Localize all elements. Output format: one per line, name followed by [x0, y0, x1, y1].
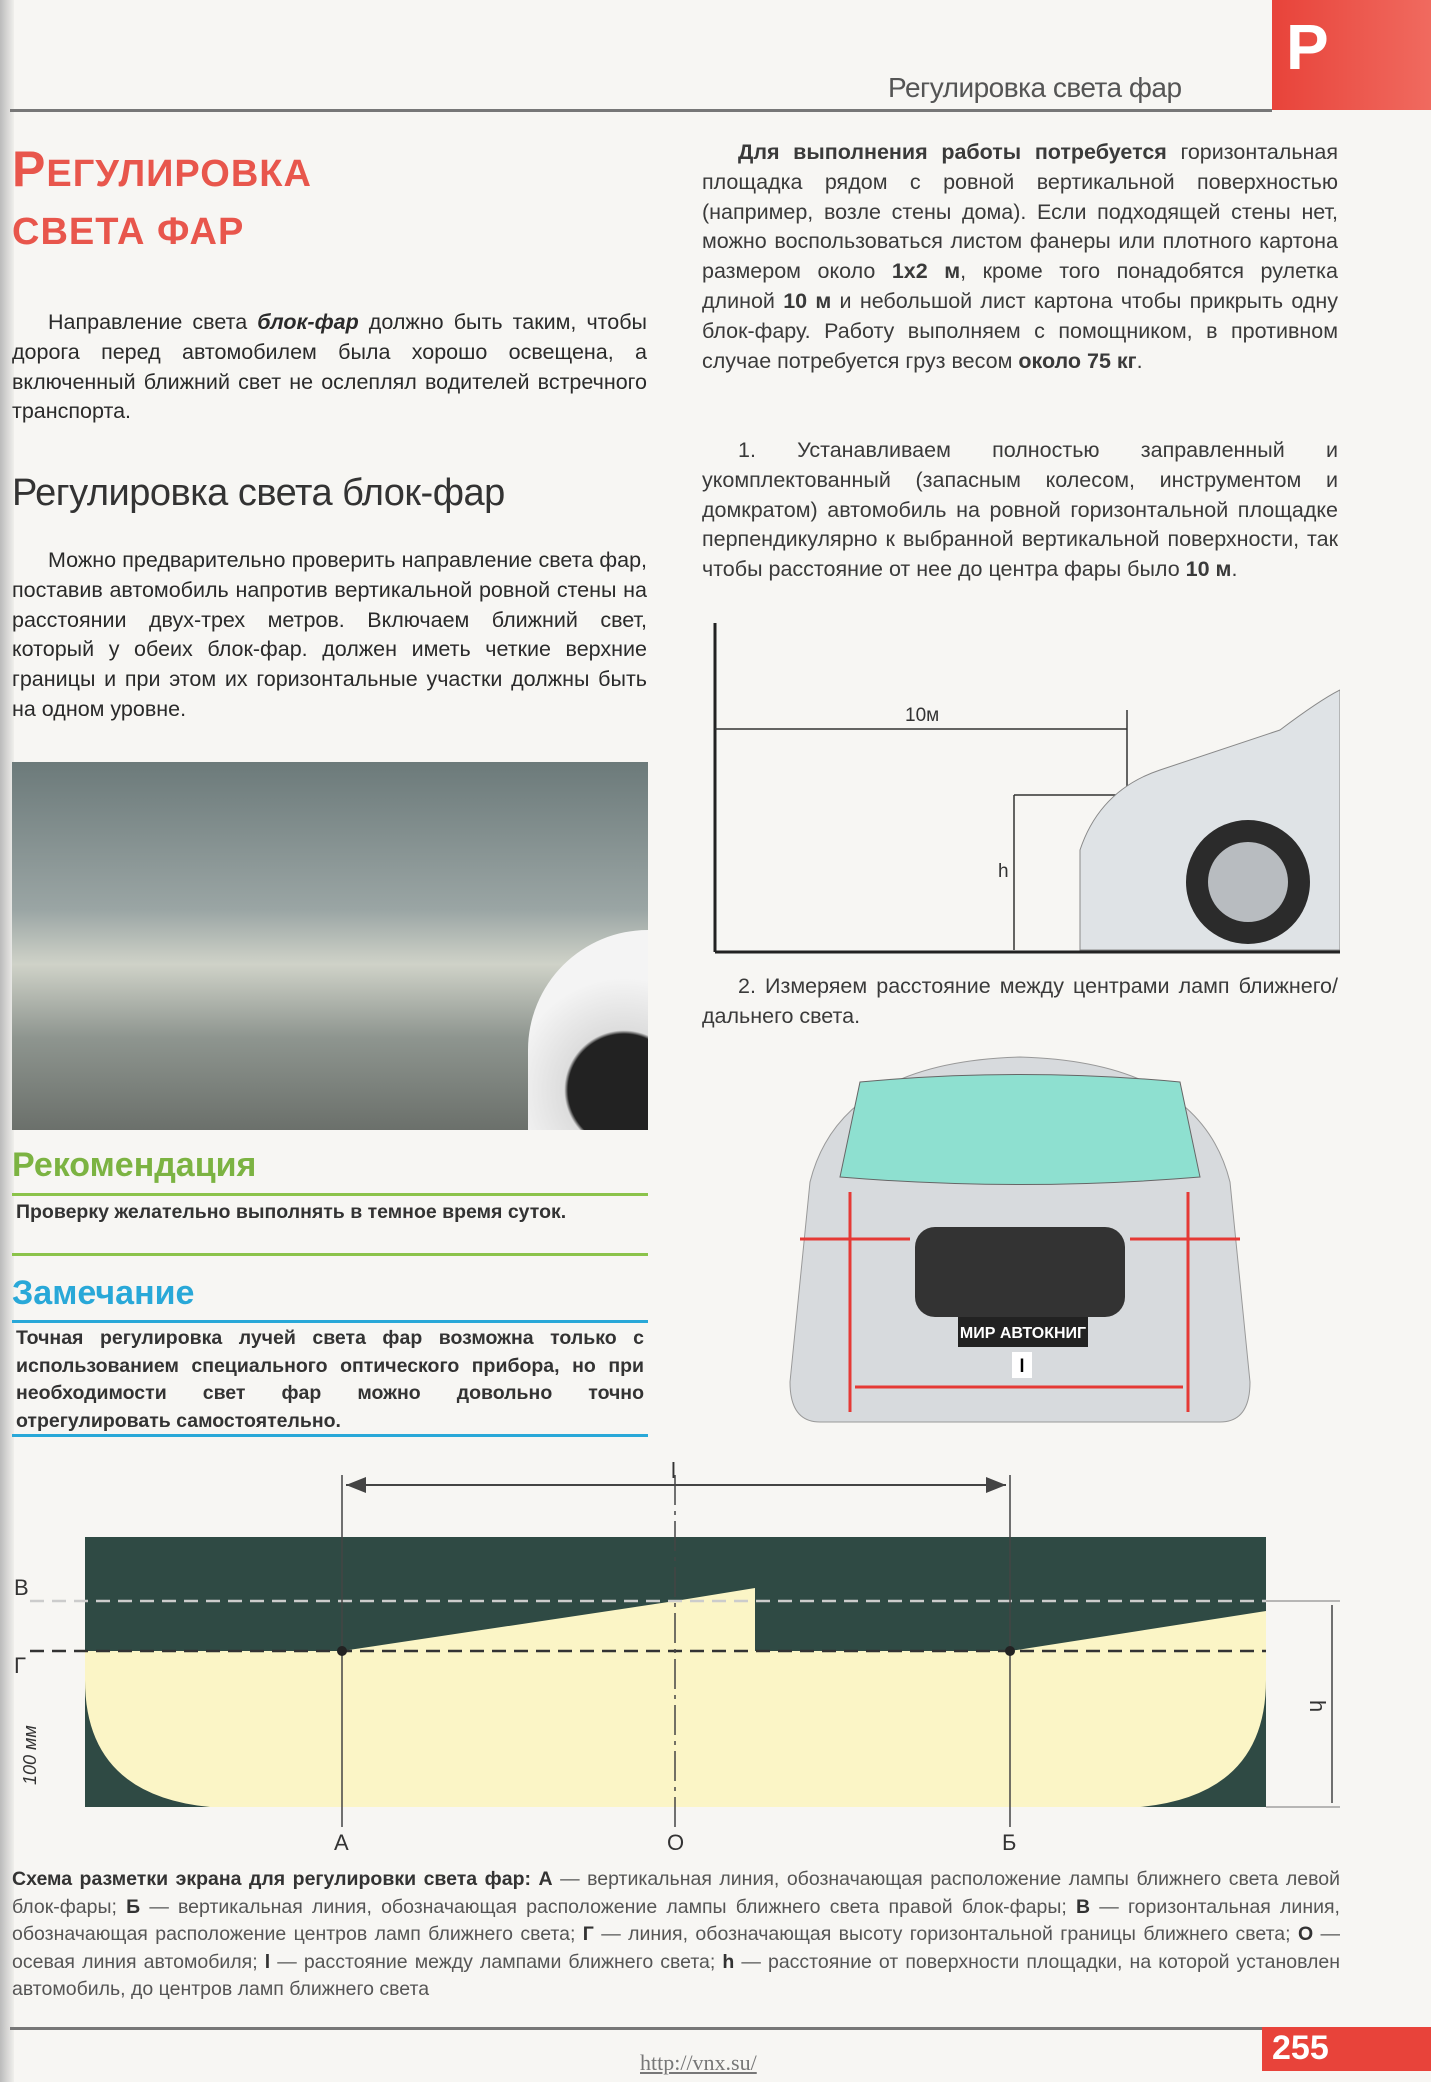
headlight-wall-photo	[12, 762, 648, 1130]
label-v: В	[14, 1575, 29, 1600]
label-h: h	[1305, 1700, 1330, 1713]
header-rule	[10, 109, 1272, 112]
section-paragraph: Можно предварительно проверить направление света фар, поставив автомобиль напротив вертикальной ровной стены на расстоянии двух-трех метров. Включаем ближний свет, который у обеих блок-фар. должен иметь четкие верхние границы и при этом их горизонтальные участки должны быть на одном уровне.	[12, 548, 647, 721]
label-b: Б	[1002, 1830, 1017, 1855]
front-l-label: l	[1019, 1356, 1025, 1376]
step-2-paragraph: 2. Измеряем расстояние между центрами ламп ближнего/дальнего света.	[702, 974, 1338, 1028]
recommendation-text: Проверку желательно выполнять в темное время суток.	[16, 1201, 567, 1223]
diagram-caption: Схема разметки экрана для регулировки света фар: А — вертикальная линия, обозначающая расположение лампы ближнего света левой блок-фары; Б — вертикальная линия, обозначающая расположение лампы ближнего света правой блок-фары; В — горизонтальная линия, обозначающая расположение центров ламп ближнего света; Г — линия, обозначающая высоту горизонтальной границы ближнего света; О — осевая линия автомобиля; l — расстояние между лампами ближнего света; h — расстояние от поверхности площадки, на которой установлен автомобиль, до центров ламп ближнего света	[12, 1868, 1340, 2000]
height-label: h	[998, 861, 1009, 882]
intro-paragraph: Направление света блок-фар должно быть таким, чтобы дорога перед автомобилем была хорошо освещена, а включенный ближний свет не ослеплял водителей встречного транспорта.	[12, 310, 648, 424]
source-url[interactable]: http://vnx.su/	[640, 2050, 757, 2075]
car-front-image	[780, 1052, 1260, 1434]
recommendation-bottom-rule	[12, 1253, 648, 1256]
recommendation-title: Рекомендация	[12, 1146, 257, 1184]
plate-text: МИР АВТОКНИГ	[959, 1325, 1087, 1342]
section-heading: Регулировка света блок-фар	[12, 472, 505, 514]
note-text: Точная регулировка лучей света фар возможна только с использованием специального оптического прибора, но при необходимости свет фар можно довольно точно отрегулировать самостоятельно.	[16, 1327, 644, 1432]
requirements-paragraph: Для выполнения работы потребуется горизонтальная площадка рядом с ровной вертикальной поверхностью (например, возле стены дома). Если подходящей стены нет, можно воспользоваться листом фанеры или плотного картона размером около 1х2 м, кроме того понадобятся рулетка длиной 10 м и небольшой лист картона чтобы прикрыть одну блок-фару. Работу выполняем с помощником, в противном случае потребуется груз весом около 75 кг.	[702, 140, 1339, 373]
label-g: Г	[14, 1653, 26, 1678]
note-title: Замечание	[12, 1274, 195, 1312]
distance-label: 10м	[905, 705, 940, 726]
note-rule	[12, 1320, 648, 1323]
section-tab: Р	[1272, 0, 1431, 110]
label-100mm: 100 мм	[20, 1725, 40, 1785]
step-1-paragraph: 1. Устанавливаем полностью заправленный и укомплектованный (запасным колесом, инструментом и домкратом) автомобиль на ровной горизонтальной площадке перпендикулярно к выбранной вертикальной поверхности, так чтобы расстояние от нее до центра фары было 10 м.	[702, 438, 1338, 582]
running-title: Регулировка света фар	[888, 72, 1182, 103]
screen-marking-diagram	[0, 1455, 1431, 1865]
label-a: А	[334, 1830, 349, 1855]
side-distance-diagram	[700, 620, 1340, 960]
label-l: l	[671, 1458, 676, 1483]
page-title: РЕГУЛИРОВКА СВЕТА ФАР	[12, 141, 312, 253]
footer-rule	[10, 2027, 1262, 2030]
label-o: О	[667, 1830, 685, 1855]
note-bottom-rule	[12, 1434, 648, 1437]
recommendation-rule	[12, 1193, 648, 1196]
page-number: 255	[1262, 2027, 1431, 2071]
